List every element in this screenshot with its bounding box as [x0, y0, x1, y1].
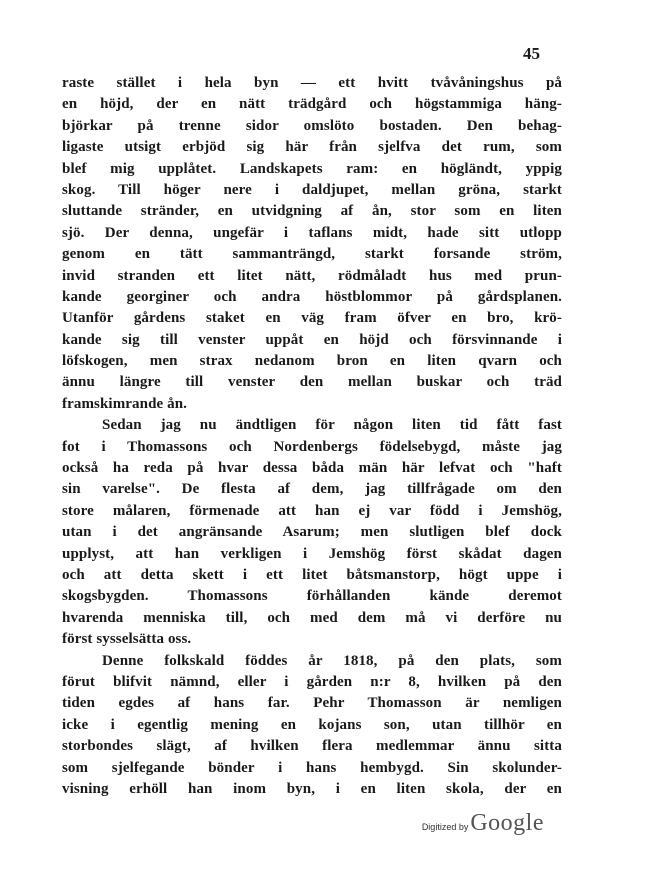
text-line: som sjelfegande bönder i hans hembygd. Sin skolunder- [62, 759, 562, 776]
text-line: framskimrande ån. [62, 395, 188, 412]
text-line: upplyst, att han verkligen i Jemshög först skådat dagen [62, 545, 562, 562]
text-line: ligaste utsigt erbjöd sig här från sjelfva det rum, som [62, 139, 562, 156]
text-line: sjö. Der denna, ungefär i taflans midt, hade sitt utlopp [62, 224, 562, 241]
text-line: löfskogen, men strax nedanom bron en liten qvarn och [62, 353, 562, 370]
text-line: sluttande stränder, en utvidgning af ån, stor som en liten [62, 203, 562, 220]
text-line: ännu längre till venster den mellan buskar och träd [62, 374, 562, 391]
text-line: förut blifvit nämnd, eller i gården n:r 8, hvilken på den [62, 673, 562, 690]
text-line: raste stället i hela byn — ett hvitt tvåvåningshus på [62, 75, 562, 91]
page-number: 45 [523, 44, 540, 63]
text-line: fot i Thomassons och Nordenbergs födelsebygd, måste jag [62, 438, 562, 455]
text-line: tiden egdes af hans far. Pehr Thomasson är nemligen [62, 695, 562, 712]
text-line: en höjd, der en nätt trädgård och högstammiga häng- [62, 96, 562, 113]
text-line: kande georginer och andra höstblommor på gårdsplanen. [62, 288, 562, 305]
text-line: icke i egentlig mening en kojans son, utan tillhör en [62, 716, 562, 733]
text-line: Denne folkskald föddes år 1818, på den plats, som [102, 652, 562, 669]
text-line: genom en tätt sammanträngd, starkt forsande ström, [62, 246, 562, 263]
google-logo: Google [470, 810, 544, 836]
text-line: Utanför gårdens staket en väg fram öfver en bro, krö- [62, 310, 562, 327]
text-line: skogsbygden. Thomassons förhållanden kände deremot [62, 588, 562, 605]
text-line: björkar på trenne sidor omslöto bostaden. Den behag- [62, 117, 562, 134]
digitized-label: Digitized by [421, 822, 469, 832]
text-line: blef mig upplåtet. Landskapets ram: en högländt, yppig [62, 160, 562, 177]
text-line: skog. Till höger nere i daldjupet, mellan gröna, starkt [62, 181, 562, 198]
text-line: och att detta skett i ett litet båtsmanstorp, högt uppe i [62, 566, 562, 583]
text-line: hvarenda menniska till, och med dem må vi derföre nu [62, 609, 562, 626]
text-line: sin varelse". De flesta af dem, jag tillfrågade om den [62, 481, 562, 498]
body-text [62, 73, 562, 800]
text-line: visning erhöll han inom byn, i en liten skola, der en [62, 780, 562, 797]
text-line: utan i det angränsande Asarum; men slutligen blef dock [62, 524, 562, 541]
text-line: invid stranden ett litet nätt, rödmåladt hus med prun- [62, 267, 562, 284]
text-line: storbondes slägt, af hvilken flera medlemmar ännu sitta [62, 738, 562, 755]
text-line: Sedan jag nu ändtligen för någon liten tid fått fast [102, 417, 562, 434]
text-line: kande sig till venster uppåt en höjd och försvinnande i [62, 331, 562, 348]
digitized-footer [422, 810, 544, 837]
text-line: store målaren, förmenade att han ej var född i Jemshög, [62, 502, 562, 519]
text-line: först sysselsätta oss. [62, 631, 192, 648]
text-line: också ha reda på hvar dessa båda män här lefvat och "haft [62, 460, 562, 477]
